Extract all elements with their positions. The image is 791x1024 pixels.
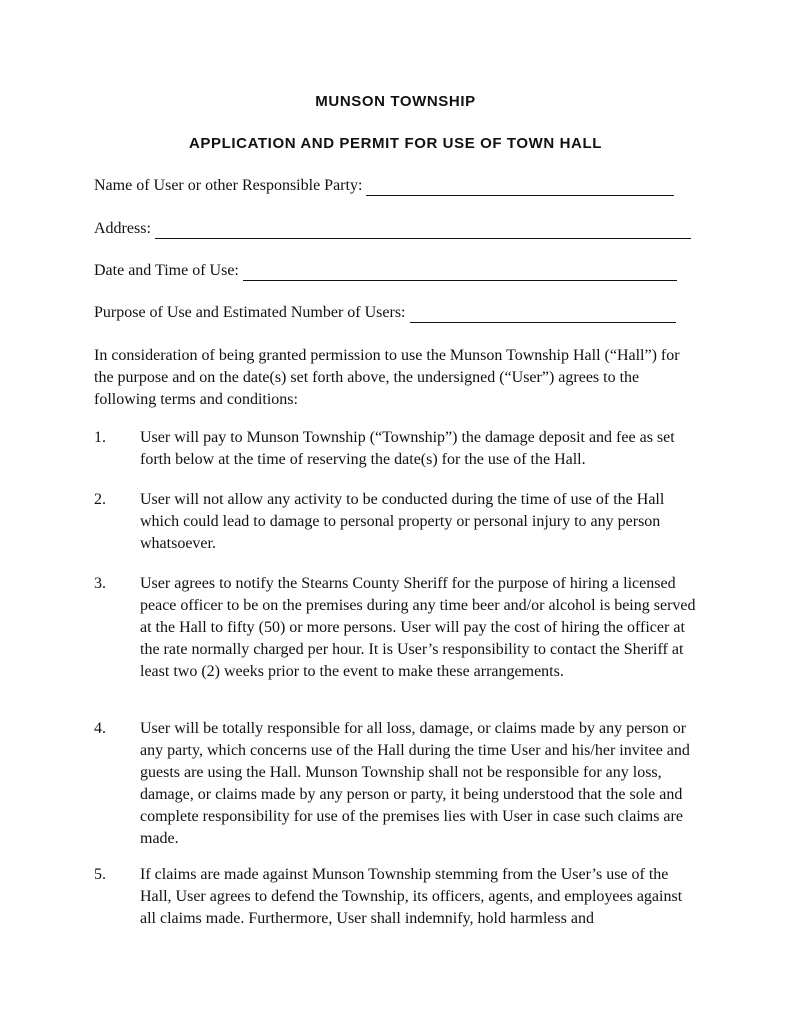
intro-paragraph: In consideration of being granted permission to use the Munson Township Hall (“Hall”) for the purpose and on the date(s) set forth above, the undersigned (“User”) agrees to the following terms and conditions: bbox=[94, 347, 680, 408]
address-blank[interactable] bbox=[155, 223, 691, 239]
item-number: 3. bbox=[94, 575, 106, 592]
field-responsible-party bbox=[94, 176, 674, 196]
field-purpose bbox=[94, 303, 676, 323]
field-date-time bbox=[94, 261, 677, 281]
item-text: If claims are made against Munson Township stemming from the User’s use of the Hall, User agrees to defend the Township, its officers, agents, and employees against all claims made. Furthermore, User shall indemnify, hold harmless and bbox=[140, 866, 683, 927]
field-label: Purpose of Use and Estimated Number of Users: bbox=[94, 304, 406, 321]
item-text: User will not allow any activity to be conducted during the time of use of the Hall which could lead to damage to personal property or personal injury to any person whatsoever. bbox=[140, 491, 665, 552]
field-label: Date and Time of Use: bbox=[94, 262, 239, 279]
date-time-blank[interactable] bbox=[243, 265, 677, 281]
item-number: 1. bbox=[94, 429, 106, 446]
item-number: 2. bbox=[94, 491, 106, 508]
purpose-blank[interactable] bbox=[410, 307, 676, 323]
field-label: Address: bbox=[94, 220, 151, 237]
item-text: User will be totally responsible for all loss, damage, or claims made by any person or any party, which concerns use of the Hall during the time User and his/her invitee and guests are using the Hall. Munson Township shall not be responsible for any loss, damage, or claims made by any person or party, it being understood that the sole and complete responsibility for use of the premises lies with User in case such claims are made. bbox=[140, 720, 690, 847]
responsible-party-blank[interactable] bbox=[366, 180, 674, 196]
field-address bbox=[94, 219, 691, 239]
document-subtitle: APPLICATION AND PERMIT FOR USE OF TOWN HALL bbox=[188, 135, 602, 152]
item-text: User will pay to Munson Township (“Township”) the damage deposit and fee as set forth below at the time of reserving the date(s) for the use of the Hall. bbox=[140, 429, 675, 468]
item-number: 5. bbox=[94, 866, 106, 883]
item-number: 4. bbox=[94, 720, 106, 737]
field-label: Name of User or other Responsible Party: bbox=[94, 177, 363, 194]
document-title: MUNSON TOWNSHIP bbox=[315, 93, 476, 110]
item-text: User agrees to notify the Stearns County Sheriff for the purpose of hiring a licensed peace officer to be on the premises during any time beer and/or alcohol is being served at the Hall to fifty (50) or more persons. User will pay the cost of hiring the officer at the rate normally charged per hour. It is User’s responsibility to contact the Sheriff at least two (2) weeks prior to the event to make these arrangements. bbox=[140, 575, 696, 680]
